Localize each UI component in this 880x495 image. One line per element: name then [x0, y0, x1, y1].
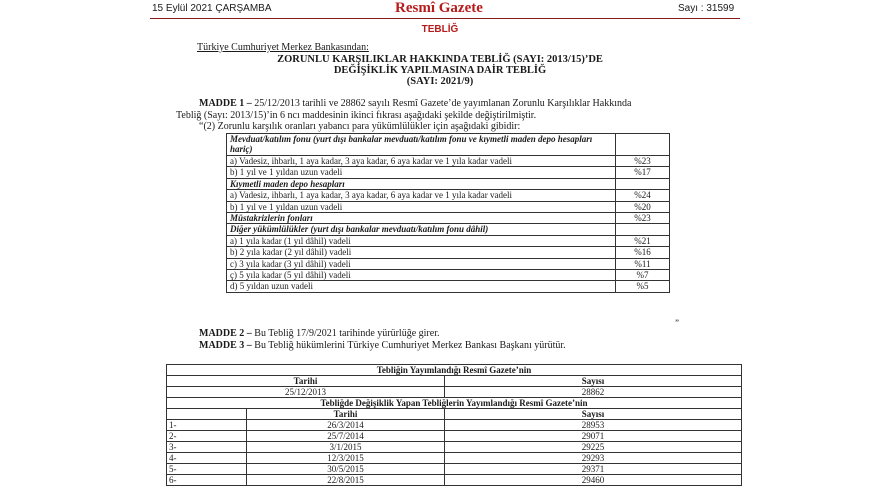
rate-row [227, 224, 670, 235]
rate-label: a) Vadesiz, ihbarlı, 1 aya kadar, 3 aya kadar, 6 aya kadar ve 1 yıla kadar vadeli [227, 156, 616, 167]
doc-title-line-3: (SAYI: 2021/9) [406, 76, 474, 87]
madde-3-label: MADDE 3 – [199, 340, 252, 351]
rate-row [227, 212, 670, 223]
col-no-header [167, 409, 247, 420]
table-row [167, 453, 742, 464]
amendment-date: 26/3/2014 [247, 420, 445, 431]
rate-label: c) 3 yıla kadar (3 yıl dâhil) vadeli [227, 258, 616, 269]
rate-label: d) 5 yıldan uzun vadeli [227, 281, 616, 292]
madde-3-text: Bu Tebliğ hükümlerini Türkiye Cumhuriyet Merkez Bankası Başkanı yürütür. [251, 340, 566, 351]
header-divider [150, 18, 740, 19]
col-num-header: Sayısı [445, 376, 742, 387]
section-label: TEBLİĞ [421, 24, 459, 35]
rate-label: a) 1 yıla kadar (1 yıl dâhil) vadeli [227, 235, 616, 246]
rate-value: %24 [616, 190, 670, 201]
reserve-rates-table [226, 133, 670, 293]
gazette-title: Resmî Gazete [395, 0, 483, 16]
publication-history-table [166, 364, 742, 486]
rate-value [616, 178, 670, 189]
madde-1-line-3: “(2) Zorunlu karşılık oranları yabancı para yükümlülükler için aşağıdaki gibidir: [199, 121, 521, 132]
rate-value: %20 [616, 201, 670, 212]
rate-value: %23 [616, 156, 670, 167]
rate-label: Kıymetli maden depo hesapları [227, 178, 616, 189]
rate-label: b) 1 yıl ve 1 yıldan uzun vadeli [227, 201, 616, 212]
madde-2-text: Bu Tebliğ 17/9/2021 tarihinde yürürlüğe girer. [251, 328, 440, 339]
table-row [167, 431, 742, 442]
amendment-num: 28953 [445, 420, 742, 431]
amendment-num: 29225 [445, 442, 742, 453]
rate-label: ç) 5 yıla kadar (5 yıl dâhil) vadeli [227, 269, 616, 280]
col-date-header: Tarihi [167, 376, 445, 387]
rate-row [227, 201, 670, 212]
rate-value [616, 224, 670, 235]
caption-amendments: Tebliğde Değişiklik Yapan Tebliğlerin Yayımlandığı Resmî Gazete’nin [167, 398, 742, 409]
amendment-date: 12/3/2015 [247, 453, 445, 464]
amendment-date: 25/7/2014 [247, 431, 445, 442]
amendment-no: 1- [167, 420, 247, 431]
table-row [167, 387, 742, 398]
table-row [167, 420, 742, 431]
amendment-date: 30/5/2015 [247, 464, 445, 475]
rate-row [227, 134, 670, 156]
table-caption-row [167, 365, 742, 376]
madde-3 [199, 340, 566, 352]
orig-number: 28862 [445, 387, 742, 398]
rate-label: a) Vadesiz, ihbarlı, 1 aya kadar, 3 aya kadar, 6 aya kadar ve 1 yıla kadar vadeli [227, 190, 616, 201]
madde-1-label: MADDE 1 – [199, 98, 252, 109]
amendment-no: 4- [167, 453, 247, 464]
amendment-no: 2- [167, 431, 247, 442]
orig-date: 25/12/2013 [167, 387, 445, 398]
rate-row [227, 190, 670, 201]
issuer: Türkiye Cumhuriyet Merkez Bankasından: [197, 42, 369, 53]
madde-1-line-1 [199, 98, 631, 110]
rate-value: %5 [616, 281, 670, 292]
doc-title-line-2: DEĞİŞİKLİK YAPILMASINA DAİR TEBLİĞ [333, 65, 547, 76]
rate-row [227, 167, 670, 178]
rate-value [616, 134, 670, 156]
amendment-no: 6- [167, 475, 247, 486]
rate-row [227, 235, 670, 246]
rate-label: Mevduat/katılım fonu (yurt dışı bankalar mevduatı/katılım fonu ve kıymetli maden depo hesapları hariç) [227, 134, 616, 156]
rate-row [227, 258, 670, 269]
table-subheader-row [167, 376, 742, 387]
rate-value: %23 [616, 212, 670, 223]
caption-original: Tebliğin Yayımlandığı Resmî Gazete’nin [167, 365, 742, 376]
table-subheader-row [167, 409, 742, 420]
rate-label: Müstakrizlerin fonları [227, 212, 616, 223]
table-caption-row [167, 398, 742, 409]
madde-2-label: MADDE 2 – [199, 328, 252, 339]
rate-value: %21 [616, 235, 670, 246]
gazette-header [0, 0, 880, 20]
rate-row [227, 269, 670, 280]
col-num-header-2: Sayısı [445, 409, 742, 420]
table-row [167, 475, 742, 486]
amendment-num: 29371 [445, 464, 742, 475]
col-date-header-2: Tarihi [247, 409, 445, 420]
madde-2 [199, 328, 439, 340]
amendment-num: 29460 [445, 475, 742, 486]
madde-1-line-2: Tebliğ (Sayı: 2013/15)’in 6 ncı maddesinin ikinci fıkrası aşağıdaki şekilde değiştirilmiştir. [176, 110, 537, 121]
rate-row [227, 281, 670, 292]
doc-title-line-1: ZORUNLU KARŞILIKLAR HAKKINDA TEBLİĞ (SAYI: 2013/15)’DE [277, 54, 603, 65]
amendment-date: 22/8/2015 [247, 475, 445, 486]
rate-value: %7 [616, 269, 670, 280]
amendment-no: 5- [167, 464, 247, 475]
amendment-num: 29293 [445, 453, 742, 464]
closing-quote: ” [675, 318, 679, 328]
rate-label: b) 1 yıl ve 1 yıldan uzun vadeli [227, 167, 616, 178]
rate-row [227, 178, 670, 189]
rate-label: b) 2 yıla kadar (2 yıl dâhil) vadeli [227, 247, 616, 258]
issue-number: Sayı : 31599 [678, 3, 735, 14]
rate-label: Diğer yükümlülükler (yurt dışı bankalar mevduatı/katılım fonu dâhil) [227, 224, 616, 235]
rate-row [227, 156, 670, 167]
amendment-date: 3/1/2015 [247, 442, 445, 453]
madde-1-text: 25/12/2013 tarihli ve 28862 sayılı Resmî Gazete’de yayımlanan Zorunlu Karşılıklar Hakkında [251, 98, 632, 109]
table-row [167, 464, 742, 475]
rate-row [227, 247, 670, 258]
issue-date: 15 Eylül 2021 ÇARŞAMBA [152, 3, 272, 14]
rate-value: %11 [616, 258, 670, 269]
amendment-no: 3- [167, 442, 247, 453]
rate-value: %17 [616, 167, 670, 178]
amendment-num: 29071 [445, 431, 742, 442]
rate-value: %16 [616, 247, 670, 258]
table-row [167, 442, 742, 453]
